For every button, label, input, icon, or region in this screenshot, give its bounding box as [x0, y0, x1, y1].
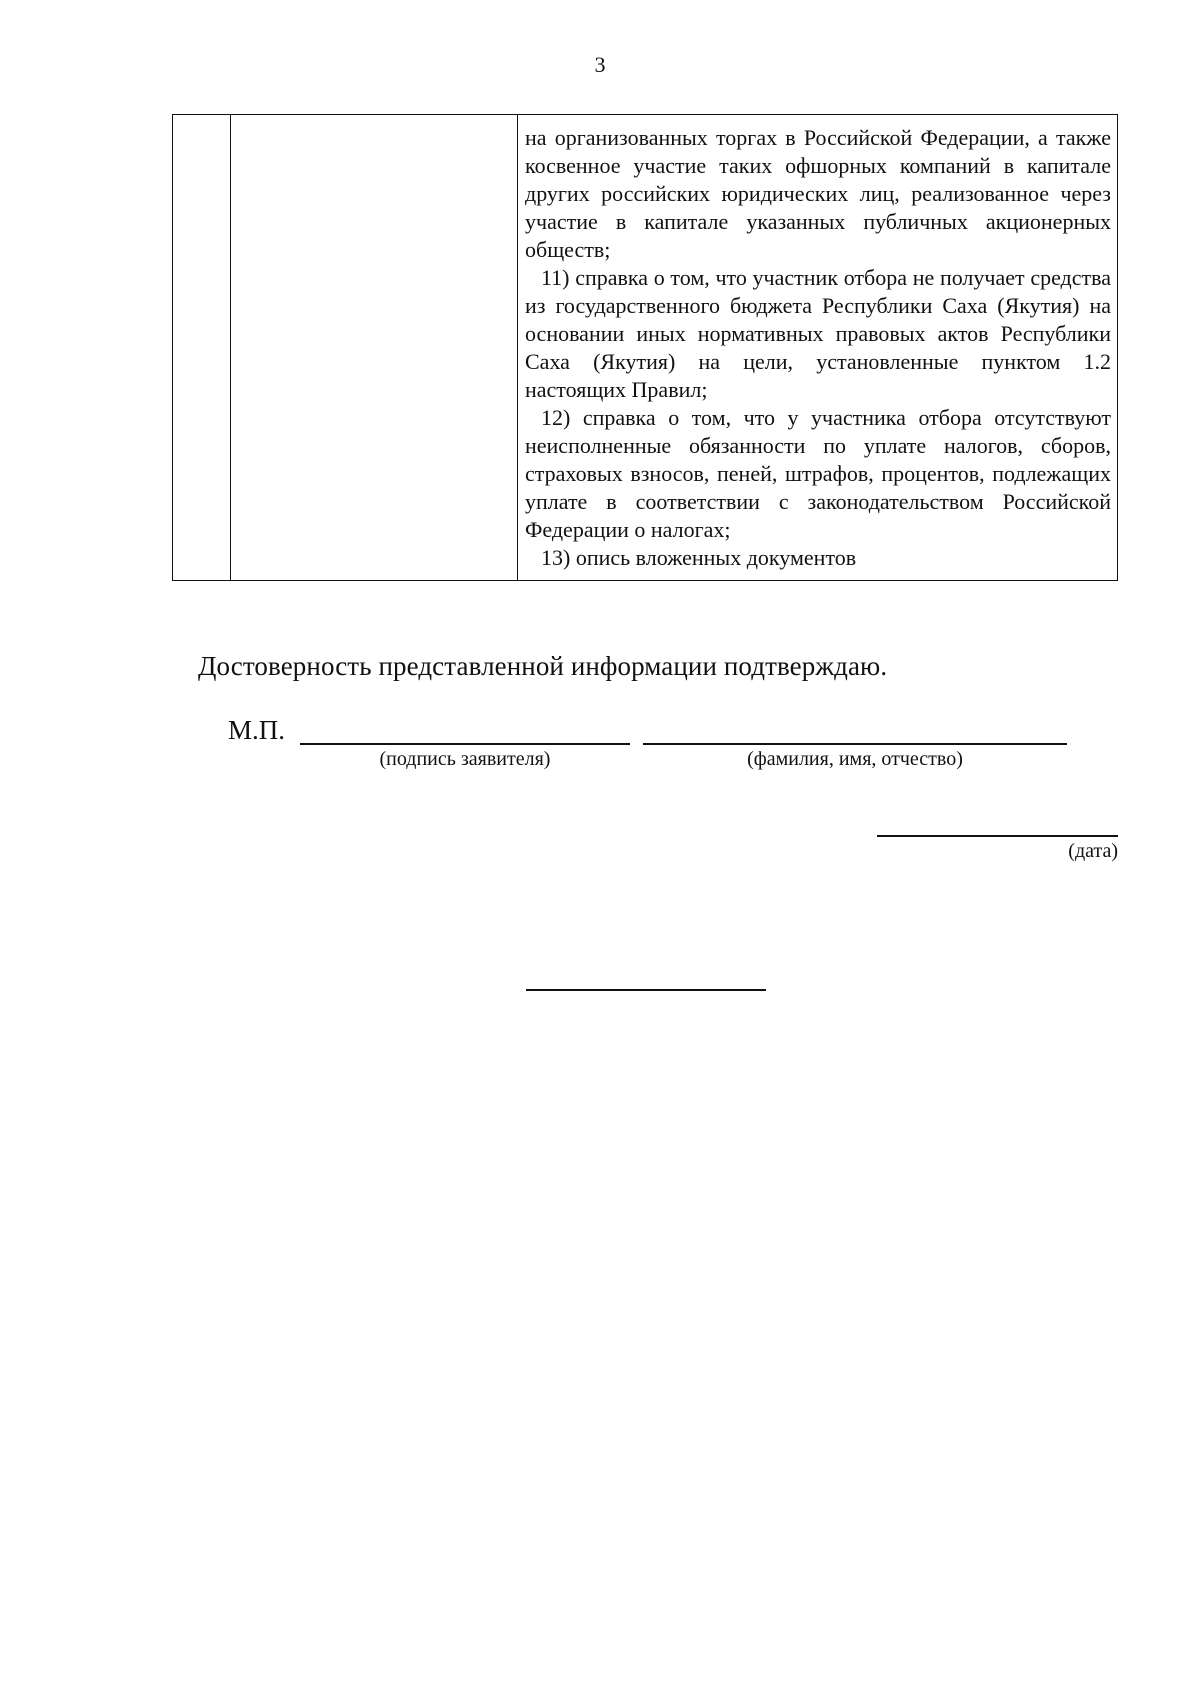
document-item-11: 11) справка о том, что участник отбора не получает средства из государственного бюджета Республики Саха (Якутия) на основании иных нормативных правовых актов Республики Саха (Якутия) на цели, установленные пунктом 1.2 настоящих Правил;	[525, 265, 1111, 402]
table-row	[173, 115, 1118, 581]
document-item-12: 12) справка о том, что у участника отбора отсутствуют неисполненные обязанности по уплате налогов, сборов, страховых взносов, пеней, штрафов, процентов, подлежащих уплате в соответствии с законодательством Российской Федерации о налогах;	[525, 405, 1111, 542]
full-name-line	[643, 743, 1067, 745]
signature-caption: (подпись заявителя)	[379, 748, 551, 770]
document-item-13: 13) опись вложенных документов	[541, 545, 857, 570]
page-number: 3	[594, 52, 606, 77]
document-item-continuation: на организованных торгах в Российской Федерации, а также косвенное участие таких офшорных компаний в капитале других российских юридических лиц, реализованное через участие в капитале указанных публичных акционерных обществ;	[525, 125, 1111, 262]
row-documents-cell	[518, 115, 1118, 581]
seal-label: М.П.	[228, 715, 286, 745]
end-of-document-rule	[526, 989, 766, 991]
signature-line	[300, 743, 630, 745]
date-line	[877, 835, 1118, 837]
full-name-caption: (фамилия, имя, отчество)	[747, 748, 963, 770]
row-number-cell	[173, 115, 231, 581]
confirmation-statement: Достоверность представленной информации подтверждаю.	[198, 651, 888, 681]
date-caption: (дата)	[1068, 840, 1118, 862]
documents-table	[172, 114, 1118, 581]
row-name-cell	[231, 115, 518, 581]
